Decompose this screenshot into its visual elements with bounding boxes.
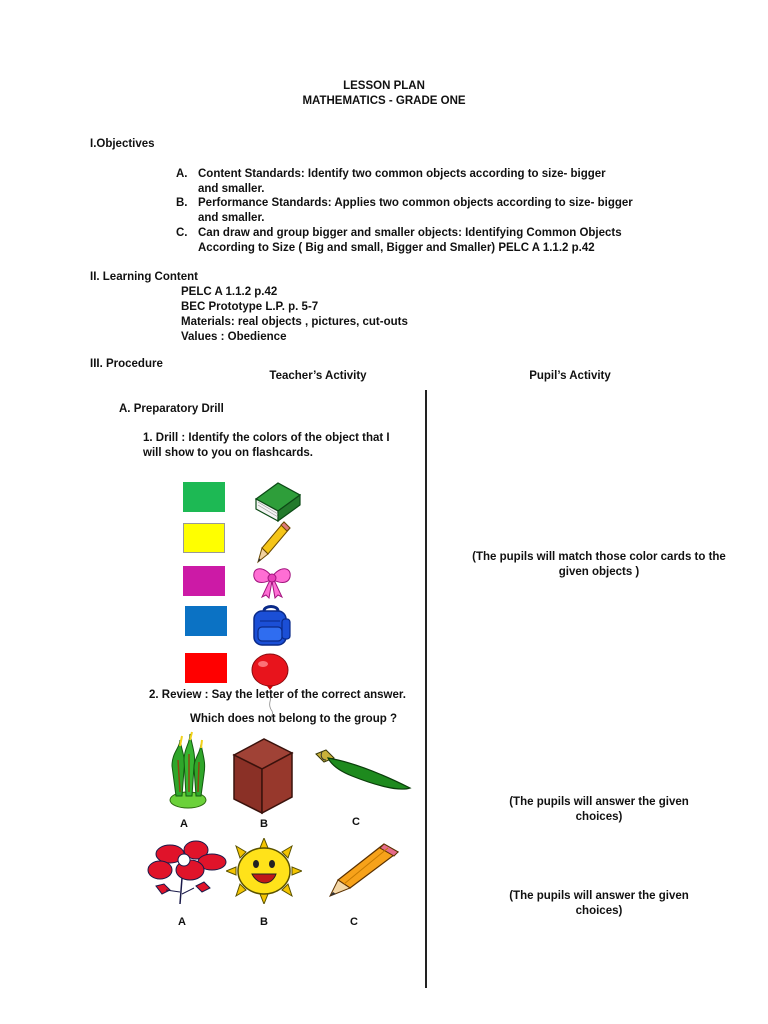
- yellow-pencil-icon: [256, 520, 292, 564]
- yellow-color-card: [183, 523, 225, 553]
- pupil-answer-response: (The pupils will answer the given: [509, 796, 689, 808]
- objective-c-text: Can draw and group bigger and smaller objects: Identifying Common Objects: [198, 227, 622, 239]
- answer-letter-a: A: [180, 818, 188, 830]
- pupil-answer-response: (The pupils will answer the given: [509, 890, 689, 902]
- pupil-answer-response-cont: choices): [575, 905, 623, 917]
- column-divider: [425, 390, 427, 988]
- answer-letter-c: C: [352, 816, 360, 828]
- objective-b-marker: B.: [176, 197, 188, 209]
- drill-instruction-cont: will show to you on flashcards.: [143, 447, 313, 459]
- green-pen-icon: [312, 748, 412, 794]
- brown-cube-icon: [232, 737, 294, 815]
- red-flower-icon: [146, 840, 230, 906]
- objective-b-text-cont: and smaller.: [198, 212, 265, 224]
- learning-content-heading: II. Learning Content: [90, 271, 198, 283]
- orange-pencil-icon: [328, 842, 400, 898]
- red-color-card: [185, 653, 227, 683]
- drill-instruction: 1. Drill : Identify the colors of the object that I: [143, 432, 390, 444]
- review-instruction: 2. Review : Say the letter of the correct answer.: [149, 689, 406, 701]
- section-a-title: A. Preparatory Drill: [119, 403, 224, 415]
- green-color-card: [183, 482, 225, 512]
- pupil-column-header: Pupil’s Activity: [529, 370, 611, 382]
- green-book-icon: [252, 477, 302, 523]
- objective-b-text: Performance Standards: Applies two common objects according to size- bigger: [198, 197, 633, 209]
- learning-content-line: PELC A 1.1.2 p.42: [181, 286, 278, 298]
- objectives-heading: I.Objectives: [90, 138, 155, 150]
- doc-subtitle: MATHEMATICS - GRADE ONE: [302, 95, 466, 107]
- teacher-column-header: Teacher’s Activity: [269, 370, 367, 382]
- learning-content-line: Values : Obedience: [181, 331, 287, 343]
- procedure-heading: III. Procedure: [90, 358, 163, 370]
- trees-icon: [166, 730, 210, 810]
- answer-letter-c: C: [350, 916, 358, 928]
- objective-a-text-cont: and smaller.: [198, 183, 265, 195]
- smiling-sun-icon: [226, 838, 302, 904]
- answer-letter-a: A: [178, 916, 186, 928]
- objective-c-text-cont: According to Size ( Big and small, Bigger and Smaller) PELC A 1.1.2 p.42: [198, 242, 595, 254]
- pupil-drill-response: (The pupils will match those color cards to the: [472, 551, 726, 563]
- magenta-color-card: [183, 566, 225, 596]
- review-question: Which does not belong to the group ?: [190, 713, 397, 725]
- doc-title: LESSON PLAN: [343, 80, 425, 92]
- pupil-answer-response-cont: choices): [575, 811, 623, 823]
- answer-letter-b: B: [260, 818, 268, 830]
- pink-ribbon-icon: [250, 563, 294, 599]
- pupil-drill-response-cont: given objects ): [558, 566, 640, 578]
- answer-letter-b: B: [260, 916, 268, 928]
- learning-content-line: BEC Prototype L.P. p. 5-7: [181, 301, 319, 313]
- objective-c-marker: C.: [176, 227, 188, 239]
- learning-content-line: Materials: real objects , pictures, cut-outs: [181, 316, 408, 328]
- objective-a-text: Content Standards: Identify two common objects according to size- bigger: [198, 168, 606, 180]
- blue-backpack-icon: [248, 603, 294, 649]
- objective-a-marker: A.: [176, 168, 188, 180]
- blue-color-card: [185, 606, 227, 636]
- red-balloon-icon: [250, 653, 290, 719]
